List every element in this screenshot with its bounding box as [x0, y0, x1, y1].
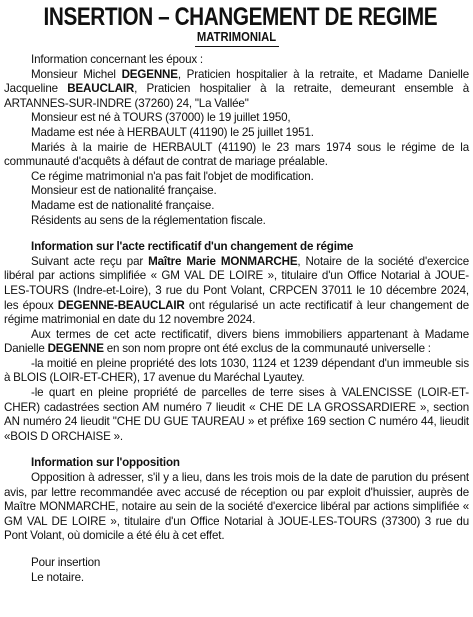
rectificatif-p2-text-b: en son nom propre ont été exclus de la communauté universelle : — [103, 342, 431, 356]
rectificatif-text-c: ont régularisé un acte rectificatif à leur changement de régime matrimonial en date du 12 novembre 2024. — [4, 298, 469, 327]
spouses-paragraph — [4, 68, 469, 112]
notice-body — [4, 53, 469, 585]
rectificatif-p2-text-a: Aux termes de cet acte rectificatif, divers biens immobiliers appartenant à Madame Danielle — [4, 327, 469, 356]
spouses-text-b: , Praticien hospitalier à la retraite, et Madame Danielle Jacqueline — [4, 67, 469, 96]
wife-surname: BEAUCLAIR — [67, 82, 135, 96]
notice-subtitle: MATRIMONIAL — [196, 30, 277, 44]
section-spacer — [4, 544, 469, 556]
husband-birth: Monsieur est né à TOURS (37000) le 19 juillet 1950, — [31, 111, 291, 125]
opposition-text: Opposition à adresser, s'il y a lieu, dans les trois mois de la date de parution du présent avis, par lettre recommandée avec accusé de réception ou par exploit d'huissier, auprès de Maître MONMARCHE, notaire au sein de la société d'exercice libéral par actions simplifiée « GM VAL DE LOIRE », titulaire d'un Office Notarial à JOUE-LES-TOURS (37300) 3 rue du Pont Volant, où domicile a été élu à cet effet. — [4, 471, 469, 543]
wife-nationality: Madame est de nationalité française. — [31, 198, 215, 212]
closing-line-2: Le notaire. — [31, 570, 84, 584]
intro-heading: Information concernant les époux : — [31, 53, 203, 66]
rectificatif-paragraph-1 — [4, 255, 469, 328]
rectificatif-paragraph-2 — [4, 328, 469, 357]
rectificatif-text-b: , Notaire de la société d'exercice libéral par actions simplifiée « GM VAL DE LOIRE », titulaire d'un Office Notarial à JOUE-LES-TOURS (Indre-et-Loire), 3 rue du Pont Volant, CRPCEN 37011 le 10 décembre 2024, les époux — [4, 254, 469, 312]
wife-birth: Madame est née à HERBAULT (41190) le 25 juillet 1951. — [31, 125, 314, 139]
regime-unchanged: Ce régime matrimonial n'a pas fait l'objet de modification. — [31, 169, 314, 183]
notary-name: Maître Marie MONMARCHE — [148, 254, 298, 268]
rectificatif-text-a: Suivant acte reçu par — [31, 254, 149, 268]
section-spacer — [4, 228, 469, 240]
rectificatif-heading: Information sur l'acte rectificatif d'un changement de régime — [31, 240, 354, 254]
notice-title: INSERTION – CHANGEMENT DE REGIME — [43, 3, 438, 31]
fiscal-residence: Résidents au sens de la réglementation fiscale. — [31, 213, 266, 227]
opposition-heading: Information sur l'opposition — [31, 456, 180, 470]
closing-line-1: Pour insertion — [31, 556, 101, 569]
couple-name: DEGENNE-BEAUCLAIR — [57, 298, 185, 312]
husband-surname: DEGENNE — [121, 67, 178, 81]
spouses-text-c: , Praticien hospitalier à la retraite, demeurant ensemble à ARTANNES-SUR-INDRE (37260) 24, "La Vallée" — [4, 82, 469, 110]
owner-surname: DEGENNE — [47, 342, 104, 356]
subtitle-underline — [195, 46, 279, 47]
property-valencisse: -le quart en pleine propriété de parcelles de terre sises à VALENCISSE (LOIR-ET-CHER) cadastrées section AM numéro 7 lieudit « CHE DE LA GROSSARDIERE », section AN numéro 24 lieudit "CHE DU GUE TAUREAU » et préfixe 169 section C numéro 44, lieudit «BOIS D ORCHAISE ». — [4, 386, 469, 443]
marriage-info: Mariés à la mairie de HERBAULT (41190) le 23 mars 1974 sous le régime de la communauté d'acquêts à défaut de contrat de mariage préalable. — [4, 140, 469, 169]
husband-nationality: Monsieur est de nationalité française. — [31, 184, 217, 198]
spouses-text-a: Monsieur Michel — [31, 67, 122, 81]
property-blois: -la moitié en pleine propriété des lots 1030, 1124 et 1239 dépendant d'un immeuble sis à BLOIS (LOIR-ET-CHER), 17 avenue du Maréchal Lyautey. — [4, 356, 469, 385]
section-spacer — [4, 444, 469, 456]
